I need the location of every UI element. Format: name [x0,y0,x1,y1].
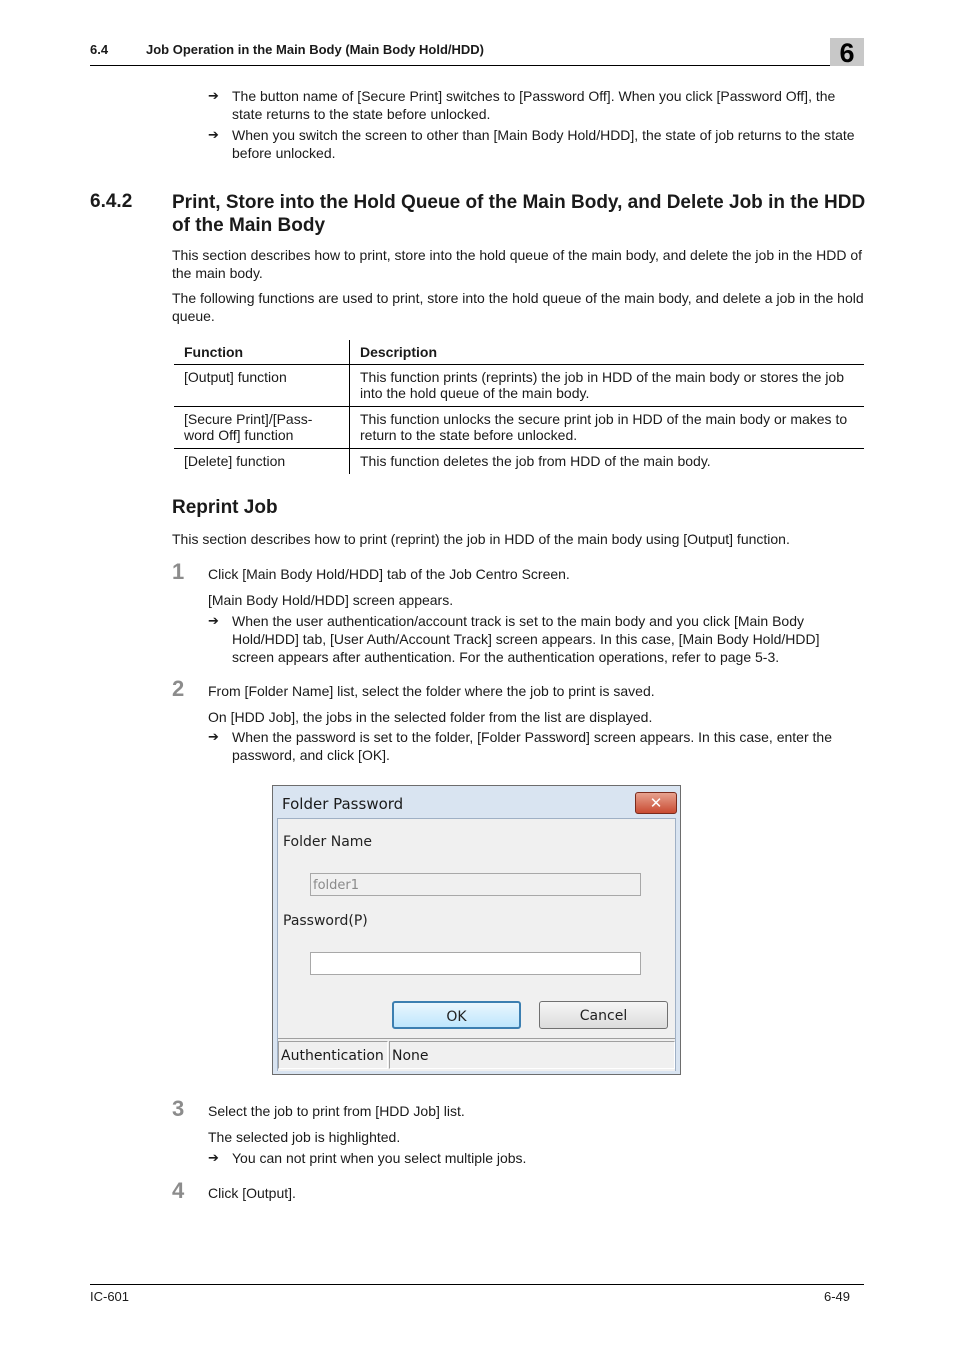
arrow-icon: ➔ [208,88,219,103]
footer-page-number: 6-49 [824,1289,851,1304]
step-result: [Main Body Hold/HDD] screen appears. [208,592,454,608]
table-cell-function: [Delete] function [174,449,350,475]
table-row [174,449,864,475]
step-instruction: Click [Output]. [208,1185,296,1201]
header-rule [90,65,830,66]
intro-note [208,126,864,162]
step-number: 2 [172,676,185,701]
table-cell-description: This function deletes the job from HDD of the main body. [360,453,711,469]
table-header-row [174,340,864,365]
footer-product: IC-601 [90,1289,130,1304]
step-note-text: When the user authentication/account track is set to the main body and you click [Main Body Hold/HDD] tab, [User Auth/Account Track] screen appears. In this case, [Main Body Hold/HDD] screen appears after authentication. For the authentication operations, refer to page 5-3. [232,613,820,665]
table-cell-description: This function prints (reprints) the job in HDD of the main body or stores the job into the hold queue of the main body. [350,365,865,407]
password-label: Password(P) [283,913,368,929]
folder-name-label: Folder Name [283,834,373,850]
ok-button[interactable]: OK [392,1001,521,1029]
table-header-description: Description [350,340,865,365]
chapter-badge: 6 [830,38,864,66]
section-paragraph: The following functions are used to print, store into the hold queue of the main body, and delete a job in the hold queue. [172,290,864,324]
arrow-icon: ➔ [208,729,219,744]
footer-rule [90,1284,864,1285]
arrow-icon: ➔ [208,127,219,142]
intro-note-text: The button name of [Secure Print] switches to [Password Off]. When you click [Password Off], the state returns to the state before unlocked. [232,88,836,122]
table-cell-description: This function unlocks the secure print job in HDD of the main body or makes to return to the state before unlocked. [350,407,865,449]
subsection-intro: This section describes how to print (reprint) the job in HDD of the main body using [Output] function. [172,531,790,547]
password-field[interactable] [310,952,641,975]
intro-note-text: When you switch the screen to other than [Main Body Hold/HDD], the state of job returns to the state before unlocked. [232,127,855,161]
table-cell-function: [Output] function [174,365,350,407]
status-bar [278,1038,675,1071]
close-icon: ✕ [649,794,663,812]
step-note-text: You can not print when you select multiple jobs. [232,1150,527,1166]
step-number: 4 [172,1178,185,1203]
step-instruction: Select the job to print from [HDD Job] list. [208,1103,465,1119]
dialog-body [277,818,676,1071]
functions-table [174,340,864,474]
section-title: Print, Store into the Hold Queue of the Main Body, and Delete Job in the HDD of the Main Body [172,192,866,236]
table-cell-function: [Secure Print]/[Pass-word Off] function [174,407,350,449]
status-label: Authentication [278,1041,388,1069]
header-section-number: 6.4 [90,42,109,57]
close-button[interactable] [635,792,677,814]
header-section-title: Job Operation in the Main Body (Main Body Hold/HDD) [146,42,484,57]
status-value: None [389,1041,675,1069]
step-note [208,612,864,666]
table-header-function: Function [174,340,350,365]
step-instruction: Click [Main Body Hold/HDD] tab of the Job Centro Screen. [208,566,570,582]
folder-password-dialog [272,785,681,1075]
section-number: 6.4.2 [90,191,133,212]
folder-name-field: folder1 [310,873,641,896]
step-number: 1 [172,559,185,584]
arrow-icon: ➔ [208,1150,219,1165]
step-number: 3 [172,1096,185,1121]
step-result: The selected job is highlighted. [208,1129,401,1145]
cancel-button[interactable]: Cancel [539,1001,668,1029]
section-paragraph: This section describes how to print, store into the hold queue of the main body, and delete the job in the HDD of the main body. [172,247,863,281]
table-row [174,365,864,407]
dialog-title: Folder Password [282,795,404,813]
step-instruction: From [Folder Name] list, select the folder where the job to print is saved. [208,683,655,699]
subsection-title: Reprint Job [172,497,278,518]
step-note [208,728,864,764]
step-note-text: When the password is set to the folder, [Folder Password] screen appears. In this case, enter the password, and click [OK]. [232,729,832,763]
intro-note [208,87,864,123]
step-note [208,1149,864,1167]
table-row [174,407,864,449]
arrow-icon: ➔ [208,613,219,628]
step-result: On [HDD Job], the jobs in the selected folder from the list are displayed. [208,709,653,725]
